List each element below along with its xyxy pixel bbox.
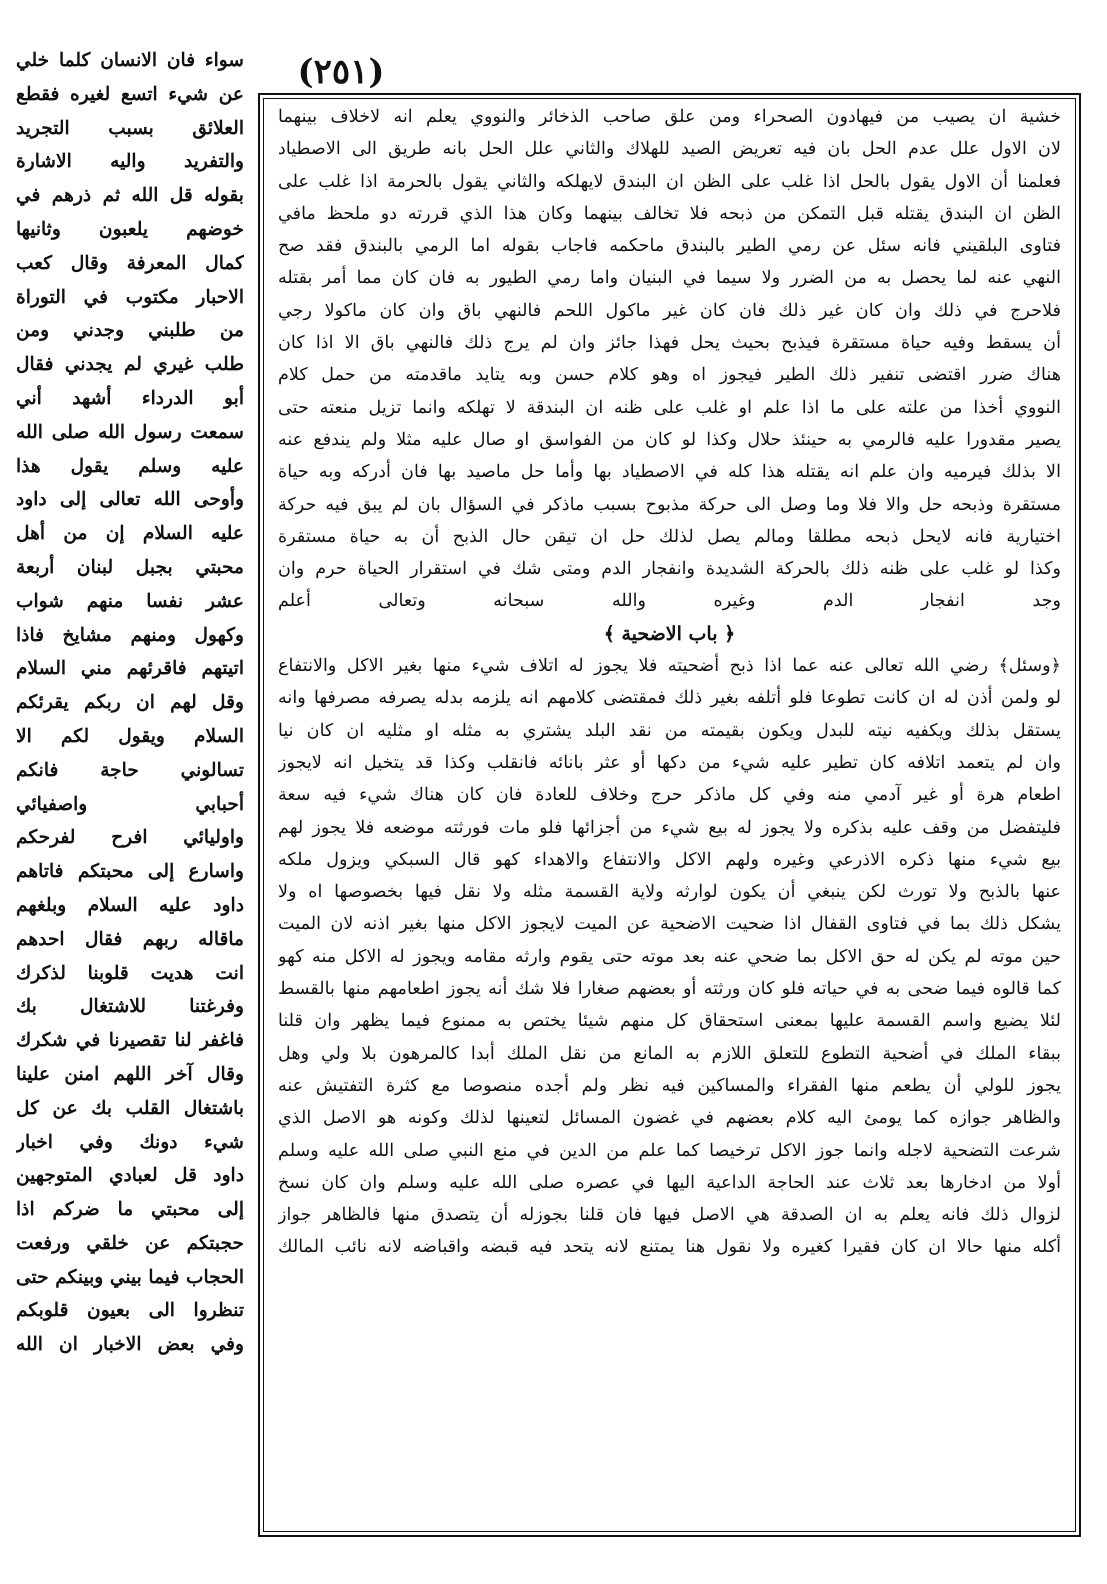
margin-text-line: كمال المعرفة وقال كعب — [16, 252, 244, 274]
margin-text-line: انت هديت قلوبنا لذكرك — [16, 962, 244, 984]
main-text-line: لو ولمن أذن له ان كانت تطوعا فلو أتلفه بغير ذلك فمقتضى كلامهم انه يلزمه بدله يصرفه مصرفها وانه — [278, 688, 1061, 709]
main-text-line: ببقاء الملك في أضحية التطوع للتعلق اللازم به المانع من نقل الملك أبدا كالمرهون بلا ولي وهل — [278, 1043, 1061, 1064]
main-text-line: ﴿وسئل﴾ رضي الله تعالى عنه عما اذا ذبح أضحيته فلا يجوز له اتلاف شيء منها بغير الاكل والانتفاع — [278, 656, 1061, 677]
main-text-line: مستقرة وذبحه حل والا فلا وما وصل الى حركة مذبوح بسبب ماذكر في السؤال بان لم يبق فيه حركة — [278, 494, 1061, 515]
margin-text-line: عليه وسلم يقول هذا — [16, 455, 244, 477]
margin-text-line: باشتغال القلب بك عن كل — [16, 1097, 244, 1119]
main-text-line: يجوز للولي أن يطعم منها الفقراء والمساكين فيه نظر ولم أجده منصوصا مع كثرة التفتيش عنه — [278, 1075, 1061, 1096]
main-text-line: لئلا يضيع واسم القسمة عليها بمعنى استحقاق كل منهم شيئا يختص به ممنوع فيما يظهر وان قلنا — [278, 1011, 1061, 1032]
main-text-line: وكذا لو غلب على ظنه ذلك بالحركة الشديدة وانفجار الدم ومتى شك في استقرار الحياة حرم وان — [278, 559, 1061, 580]
main-text-body — [263, 98, 1076, 1532]
margin-text-line: واوليائي افرح لفرحكم — [16, 827, 244, 849]
main-text-line: الا بذلك فيرميه وان علم انه يقتله هذا كله في الاصطياد بها وأما حل ماصيد بها فان أدركه وبه حياة — [278, 462, 1061, 483]
main-text-line: فليتفضل من وقف عليه بذكره ولا يجوز له بيع شيء من أجزائها فلو مات فورثته موضعه فلا يجوز لهم — [278, 817, 1061, 838]
margin-text-line: وقال آخر اللهم امنن علينا — [16, 1063, 244, 1085]
main-text-line: خشية ان يصيب من فيهادون الصحراء ومن علق صاحب الذخائر والنووي يعلم انه لاخلاف بينهما — [278, 107, 1061, 127]
margin-text-line: العلائق بسبب التجريد — [16, 117, 244, 139]
margin-text-line: اتيتهم فاقرئهم مني السلام — [16, 658, 244, 680]
main-text-line: أولا من ادخارها بعد ثلاث عند الحاجة الداعية اليها في عصره صلى الله عليه وسلم وان كان نسخ — [278, 1172, 1061, 1193]
margin-text-line: وأوحى الله تعالى إلى داود — [16, 489, 244, 511]
main-text-line: كما قالوه فيما ضحى به في حياته فلو كان ورثته أو بعضهم صغارا فلا شك أنه يجوز اطعامهم منها بالقسط — [278, 979, 1061, 1000]
main-text-line: فعلمنا أن الاول يقول بالحل اذا غلب على الظن ان البندق لايهلكه والثاني يقول بالحرمة اذا غلب على — [278, 171, 1061, 192]
margin-text-line: سمعت رسول الله صلى الله — [16, 421, 244, 443]
section-heading — [278, 618, 1061, 650]
main-text-line: عنها بالذبح ولا تورث لكن ينبغي أن يكون لوارثه ولاية القسمة مثله ولا نقل فيها بخصوصها اه ولا — [278, 882, 1061, 903]
margin-text-line: داود عليه السلام وبلغهم — [16, 894, 244, 916]
margin-text-line: داود قل لعبادي المتوجهين — [16, 1165, 244, 1187]
main-text-line: وجد انفجار الدم وغيره والله سبحانه وتعالى أعلم — [278, 591, 1061, 612]
main-text-line: النهي عنه لما يحصل به من الضرر ولا سيما في البنيان واما رمي الطيور به فان كان مما أمر بقتله — [278, 268, 1061, 289]
margin-text-line: أحبابي واصفيائي — [16, 793, 244, 815]
margin-text-line: محبتي بجبل لبنان أربعة — [16, 556, 244, 578]
main-text-line: لزوال ذلك فانه يعلم به ان الصدقة هي الاصل فيها فان قلنا بجوزله أن يتصدق منها فالظاهر جواز — [278, 1205, 1061, 1226]
margin-text-line: عشر نفسا منهم شواب — [16, 590, 244, 612]
margin-text-line: الاحبار مكتوب في التوراة — [16, 286, 244, 308]
margin-text-line: وفرغتنا للاشتغال بك — [16, 996, 244, 1018]
main-text-line: لان الاول علل عدم الحل بان فيه تعريض الصيد للهلاك والثاني علل الحل بانه طريق الى الاصطياد — [278, 139, 1061, 160]
margin-text-line: إلى محبتي ما ضركم اذا — [16, 1199, 244, 1221]
main-text-frame — [258, 93, 1081, 1537]
margin-text-line: أبو الدرداء أشهد أني — [16, 387, 244, 409]
main-text-line: والظاهر جوازه كما يومئ اليه كلام بعضهم في غضون المسائل لتعينها لذلك وكونه هو الاصل الذي — [278, 1108, 1061, 1129]
margin-text-line: وفي بعض الاخبار ان الله — [16, 1334, 244, 1356]
margin-text-line: شيء دونك وفي اخبار — [16, 1131, 244, 1153]
margin-text-line: من طلبني وجدني ومن — [16, 320, 244, 342]
main-text-line: أن يسقط وفيه حياة مستقرة فيذبح بحيث يحل فهذا جائز وان لم يرج ذلك فالنهي باق الا اذا كان — [278, 333, 1061, 354]
main-text-line: يستقل بذلك ويكفيه نيته للبدل ويكون بقيمته من نقد البلد يشتري به مثله او مثليه ان كان نيا — [278, 720, 1061, 741]
main-text-line: شرعت التضحية لاجله وانما جوز الاكل ترخيصا كما علم من الدين في منع النبي صلى الله عليه وسلم — [278, 1140, 1061, 1161]
main-text-line: فلاحرج في ذلك وان كان غير ذلك فان كان غير ماكول اللحم فالنهي باق وان كان ماكولا رجي — [278, 300, 1061, 321]
main-text-line: يصير مقدورا عليه فالرمي به حينئذ حلال وكذا لو كان من الفواسق او صال عليه مثلا ولم يندفع عنه — [278, 429, 1061, 450]
section-heading-text: ﴿ باب الاضحية ﴾ — [603, 622, 736, 645]
margin-text-line: طلب غيري لم يجدني فقال — [16, 354, 244, 376]
main-text-line: النووي أخذا من علته على ما اذا علم او غلب على ظنه ان البندقة لا تهلكه وانما تزيل منعته حتى — [278, 397, 1061, 418]
margin-text-line: تنظروا الى بعيون قلوبكم — [16, 1300, 244, 1322]
margin-text-line: الحجاب فيما بيني وبينكم حتى — [16, 1266, 244, 1288]
margin-text-line: السلام ويقول لكم الا — [16, 725, 244, 747]
main-text-line: بيع شيء منها ذكره الاذرعي وغيره ولهم الاكل والانتفاع والاهداء كهو قال السبكي ويزول ملكه — [278, 849, 1061, 870]
main-text-line: وان لم يتعمد اتلافه كان تطير عليه شيء من دكها أو عثر بانائه فانقلب وكذا قد يتخيل انه لايجوز — [278, 752, 1061, 773]
margin-text-line: عن شيء اتسع لغيره فقطع — [16, 83, 244, 105]
margin-text-line: خوضهم يلعبون وثانيها — [16, 218, 244, 240]
margin-text-line: سواء فان الانسان كلما خلي — [16, 50, 244, 71]
main-text-line: فتاوى البلقيني فانه سئل عن رمي الطير بالبندق ماحكمه فاجاب بقوله اما الرمي بالبندق فقد صح — [278, 236, 1061, 257]
margin-text-line: تسالوني حاجة فانكم — [16, 759, 244, 781]
margin-text-line: ماقاله ربهم فقال احدهم — [16, 928, 244, 950]
main-text-line: أكله منها حالا ان كان فقيرا كغيره ولا نقول هنا يمتنع لانه يتحد فيه قبضه واقباضه لانه نائب المالك — [278, 1237, 1061, 1258]
margin-text-line: وقل لهم ان ربكم يقرئكم — [16, 692, 244, 714]
margin-text-line: عليه السلام إن من أهل — [16, 523, 244, 545]
margin-text-line: فاغفر لنا تقصيرنا في شكرك — [16, 1030, 244, 1052]
main-text-line: الظن ان البندق يقتله قبل التمكن من ذبحه فلا تخالف بينهما وكان هذا الذي قررته دو ملحظ مافي — [278, 203, 1061, 224]
margin-text-line: بقوله قل الله ثم ذرهم في — [16, 185, 244, 207]
margin-text-line: واسارع إلى محبتكم فاتاهم — [16, 861, 244, 883]
main-text-line: اطعام هرة أو غير آدمي منه وفي كل ماذكر حرج وخلاف للعادة فان كان هناك شيء فيه سعة — [278, 785, 1061, 806]
margin-text-line: حجبتكم عن خلقي ورفعت — [16, 1232, 244, 1254]
page-number: (٢٥١) — [297, 52, 385, 92]
main-text-line: حين موته لم يكن له حق الاكل بما ضحي عنه بعد موته حتى يقوم وارثه مقامه ويجوز له الاكل منه كهو — [278, 946, 1061, 967]
main-text-line: اختيارية فانه لايحل ذبحه مطلقا ومالم يصل لذلك حل ان تيقن حال الذبح أن به حياة مستقرة — [278, 526, 1061, 547]
margin-text-line: والتفريد واليه الاشارة — [16, 151, 244, 173]
main-text-line: يشكل ذلك بما في فتاوى القفال اذا ضحيت الاضحية عن الميت لايجوز الاكل منها بغير اذنه لان الميت — [278, 914, 1061, 935]
main-text-line: هناك ضرر اقتضى تنفير ذلك الطير فيجوز اه وهو كلام حسن وبه يتايد ماقدمته من حمل كلام — [278, 365, 1061, 386]
margin-text-line: وكهول ومنهم مشايخ فاذا — [16, 624, 244, 646]
margin-commentary — [16, 44, 244, 1544]
